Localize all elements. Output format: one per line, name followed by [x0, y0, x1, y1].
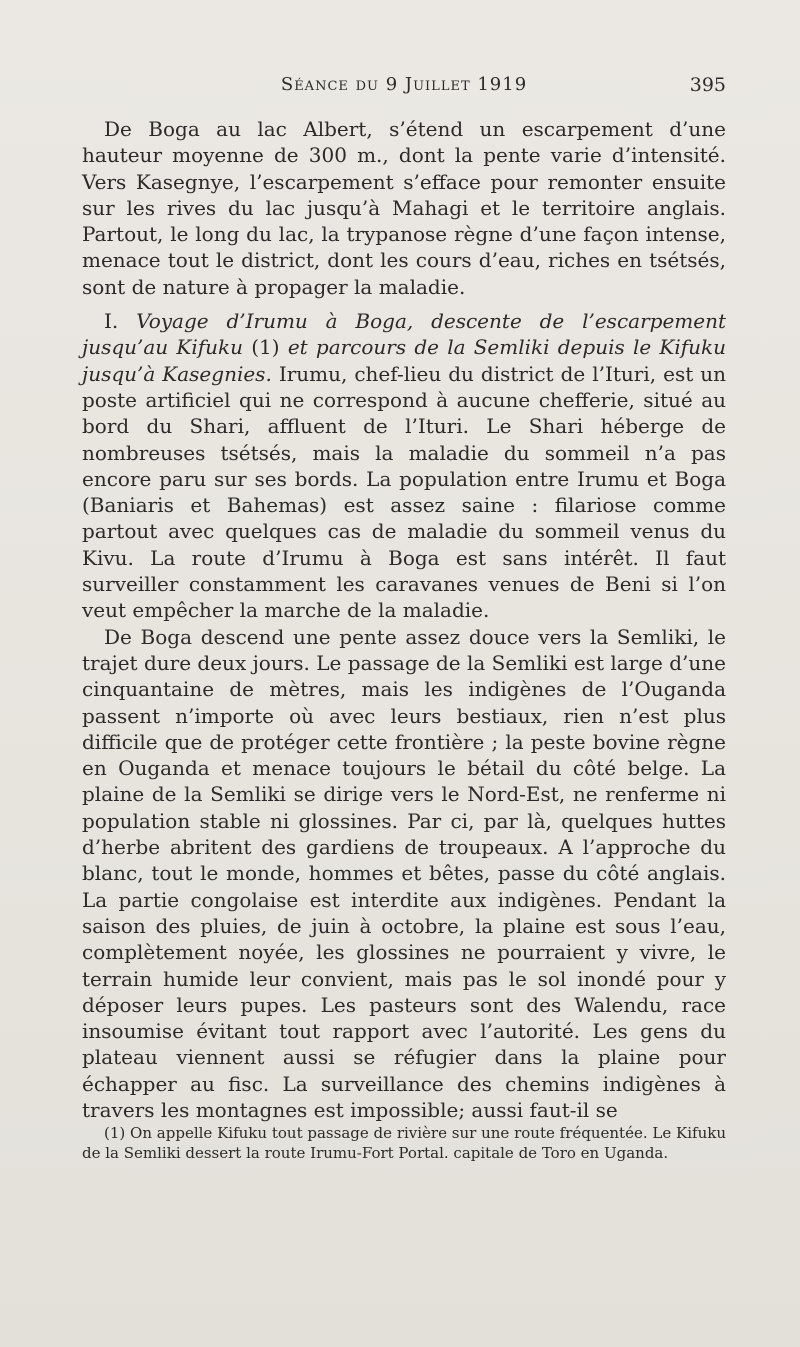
page-number: 395 — [689, 74, 726, 96]
paragraph-semliki: De Boga descend une pente assez douce vers la Semliki, le trajet dure deux jours. Le passage de la Semliki est large d’une cinquantaine de mètres, mais les indigènes de l’Ouganda passent n’importe où avec leurs bestiaux, rien n’est plus difficile que de protéger cette frontière ; la peste bovine règne en Ouganda et menace toujours le bétail du côté belge. La plaine de la Semliki se dirige vers le Nord-Est, ne renferme ni population stable ni glossines. Par ci, par là, quelques huttes d’herbe abritent des gardiens de troupeaux. A l’approche du blanc, tout le monde, hommes et bêtes, passe du côté anglais. La partie congolaise est interdite aux indigènes. Pendant la saison des pluies, de juin à octobre, la plaine est sous l’eau, complètement noyée, les glossines ne pourraient y vivre, le terrain humide leur convient, mais pas le sol inondé pour y déposer leurs pupes. Les pasteurs sont des Walendu, race insoumise évitant tout rapport avec l’autorité. Les gens du plateau viennent aussi se réfugier dans la plaine pour échapper au fisc. La surveillance des chemins indigènes à travers les montagnes est impossible; aussi faut-il se — [82, 624, 726, 1122]
page-header — [82, 74, 726, 102]
running-title: Séance du 9 Juillet 1919 — [280, 74, 528, 95]
section-number: I. — [104, 309, 119, 334]
footnote-text: (1) On appelle Kifuku tout passage de rivière sur une route fréquentée. Le Kifuku de la Semliki dessert la route Irumu-Fort Portal. capitale de Toro en Uganda. — [82, 1124, 726, 1162]
section-title-part-a: Voyage d’Irumu à Boga, descente de l’escarpement jusqu’au Kifuku — [82, 309, 726, 360]
section-text: Irumu, chef-lieu du district de l’Ituri, est un poste artificiel qui ne correspond à aucune chefferie, situé au bord du Shari, affluent de l’Ituri. Le Shari héberge de nombreuses tsétsés, mais la maladie du sommeil n’a pas encore paru sur ses bords. La population entre Irumu et Boga (Baniaris et Bahemas) est assez saine : filariose comme partout avec quelques cas de maladie du sommeil venus du Kivu. La route d’Irumu à Boga est sans intérêt. Il faut surveiller constamment les caravanes venues de Beni si l’on veut empêcher la marche de la maladie. — [82, 361, 726, 623]
section-title-part-b: et parcours de la Semliki depuis le Kifuku jusqu’à Kasegnies. — [82, 335, 727, 386]
footnote — [82, 1124, 726, 1163]
body-text — [82, 116, 726, 1123]
footnote-reference: (1) — [251, 335, 280, 360]
paragraph-intro: De Boga au lac Albert, s’étend un escarpement d’une hauteur moyenne de 300 m., dont la pente varie d’intensité. Vers Kasegnye, l’escarpement s’efface pour remonter ensuite sur les rives du lac jusqu’à Mahagi et le territoire anglais. Partout, le long du lac, la trypanose règne d’une façon intense, menace tout le district, dont les cours d’eau, riches en tsétsés, sont de nature à propager la maladie. — [82, 117, 726, 299]
section-paragraph — [82, 308, 726, 624]
